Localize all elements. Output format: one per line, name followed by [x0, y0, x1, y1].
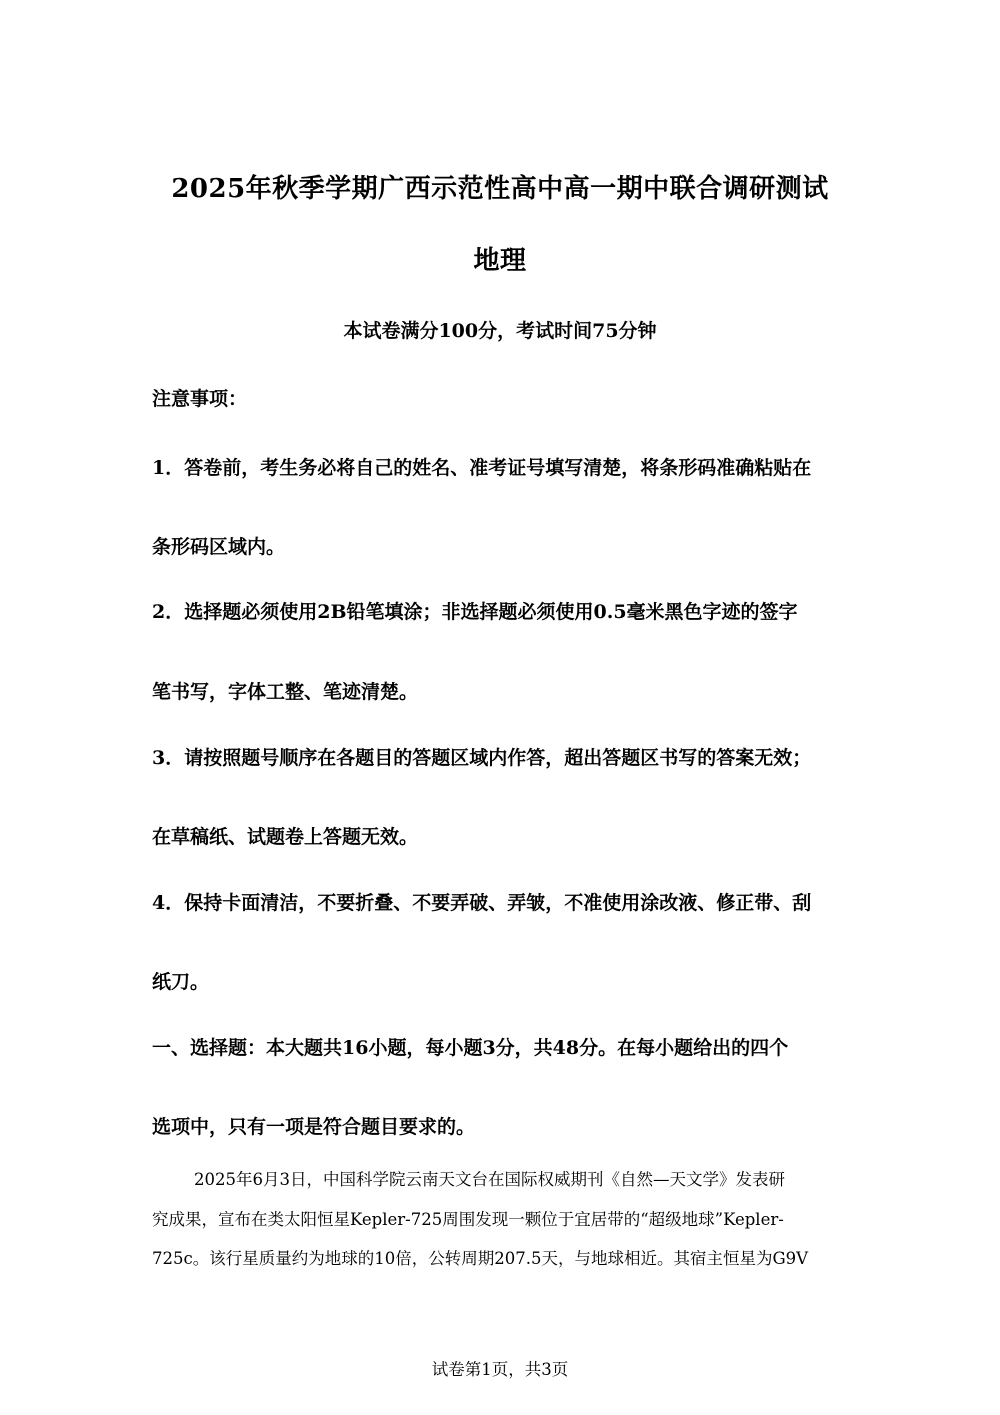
notice-line: 纸刀。 [152, 971, 210, 993]
notice-line: 4．保持卡面清洁，不要折叠、不要弄破、弄皱，不准使用涂改液、修正带、刮 [152, 892, 812, 914]
notice-line: 笔书写，字体工整、笔迹清楚。 [152, 681, 419, 703]
passage-line: 2025年6月3日，中国科学院云南天文台在国际权威期刊《自然—天文学》发表研 [152, 1170, 785, 1189]
notice-line: 2．选择题必须使用2B铅笔填涂；非选择题必须使用0.5毫米黑色字迹的签字 [152, 601, 798, 623]
notice-line: 1．答卷前，考生务必将自己的姓名、准考证号填写清楚，将条形码准确粘贴在 [152, 457, 812, 479]
notice-heading: 注意事项： [152, 388, 248, 410]
subject-title: 地理 [473, 246, 527, 276]
exam-title: 2025年秋季学期广西示范性高中高一期中联合调研测试 [171, 174, 829, 204]
section-heading-line: 一、选择题：本大题共16小题，每小题3分，共48分。在每小题给出的四个 [152, 1037, 789, 1059]
section-heading-line: 选项中，只有一项是符合题目要求的。 [152, 1116, 476, 1138]
notice-line: 条形码区域内。 [152, 536, 286, 558]
exam-info: 本试卷满分100分，考试时间75分钟 [343, 320, 657, 342]
notice-line: 在草稿纸、试题卷上答题无效。 [152, 826, 419, 848]
passage-line: 725c。该行星质量约为地球的10倍，公转周期207.5天，与地球相近。其宿主恒星为G9V [152, 1249, 809, 1268]
page-footer: 试卷第1页，共3页 [431, 1360, 569, 1379]
passage-line: 究成果，宣布在类太阳恒星Kepler-725周围发现一颗位于宜居带的“超级地球”Kepler- [152, 1210, 784, 1229]
notice-line: 3．请按照题号顺序在各题目的答题区域内作答，超出答题区书写的答案无效； [152, 747, 812, 769]
